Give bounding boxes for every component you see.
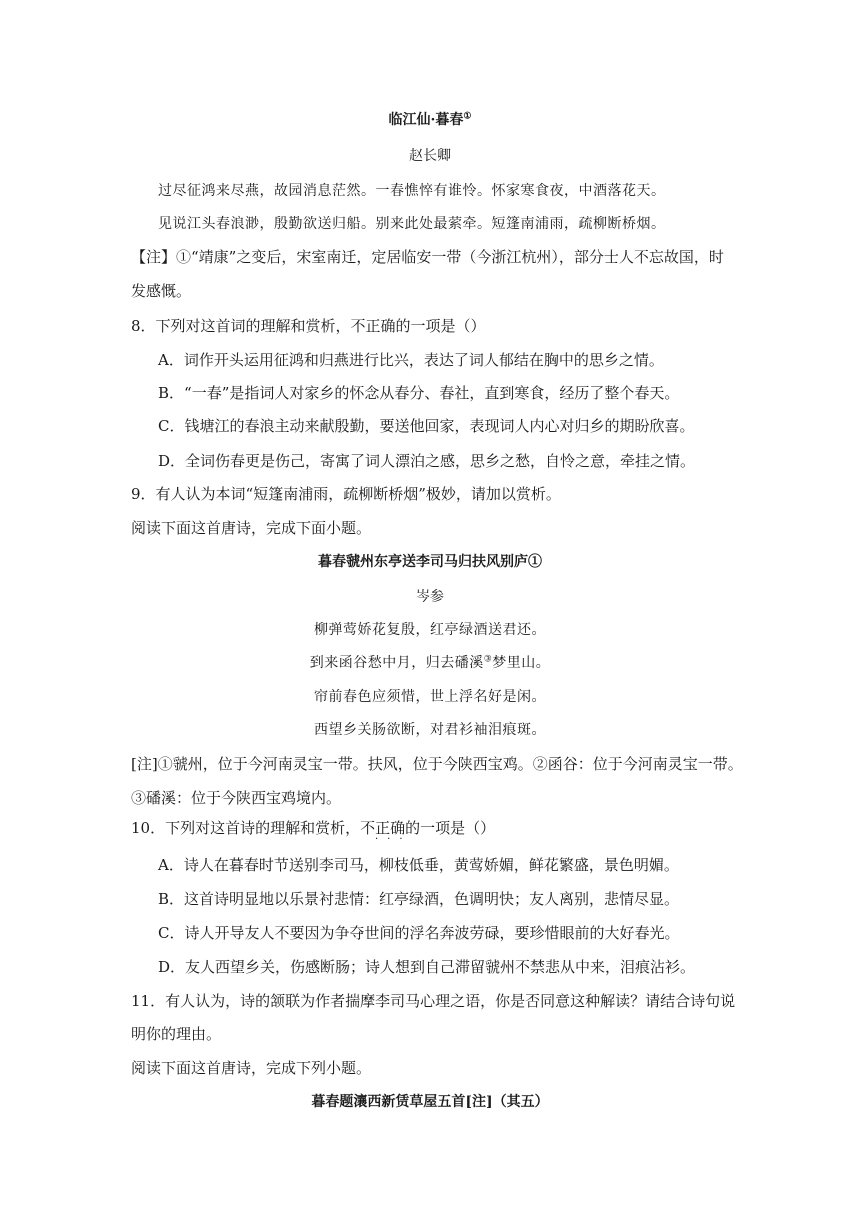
poem1-line: 见说江头春浪渺，殷勤欲送归船。别来此处最萦牵。短篷南浦雨，疏柳断桥烟。 [158, 216, 666, 232]
question-8-stem: 8．下列对这首词的理解和赏析，不正确的一项是（） [131, 317, 486, 335]
poem1-author: 赵长卿 [409, 148, 451, 164]
question-9-stem: 9．有人认为本词“短篷南浦雨，疏柳断桥烟”极妙，请加以赏析。 [131, 485, 561, 503]
emphasis-dots: ··· [375, 834, 412, 845]
poem2-note: [注]①虢州，位于今河南灵宝一带。扶风，位于今陕西宝鸡。②函谷：位于今河南灵宝一带。 [131, 755, 743, 773]
question-10-option-a: A．诗人在暮春时节送别李司马，柳枝低垂，黄莺娇媚，鲜花繁盛，景色明媚。 [158, 856, 679, 874]
question-8-option-b: B．“一春”是指词人对家乡的怀念从春分、春社，直到寒食，经历了整个春天。 [158, 384, 680, 402]
question-8-option-c: C．钱塘江的春浪主动来献殷勤，要送他回家，表现词人内心对归乡的期盼欣喜。 [158, 417, 695, 435]
poem2-line: 帘前春色应须惜，世上浮名好是闲。 [314, 689, 546, 705]
poem2-author: 岑参 [416, 589, 444, 605]
question-8-option-a: A．词作开头运用征鸿和归燕进行比兴，表达了词人郁结在胸中的思乡之情。 [158, 351, 664, 369]
poem2-line: 西望乡关肠欲断，对君衫袖泪痕斑。 [314, 722, 546, 738]
poem1-title: 临江仙·暮春① [388, 111, 472, 128]
poem1-note: 【注】①“靖康”之变后，宋室南迁，定居临安一带（今浙江杭州），部分士人不忘故国，时 [131, 248, 724, 266]
poem2-title: 暮春虢州东亭送李司马归扶风别庐① [318, 554, 542, 570]
question-10-option-b: B．这首诗明显地以乐景衬悲情：红亭绿酒，色调明快；友人离别，悲情尽显。 [158, 890, 680, 908]
poem2-note: ③磻溪：位于今陕西宝鸡境内。 [131, 789, 342, 807]
poem1-line: 过尽征鸿来尽燕，故园消息茫然。一春憔悴有谁怜。怀家寒食夜，中酒落花天。 [158, 183, 666, 199]
poem2-line: 到来函谷愁中月，归去磻溪③梦里山。 [309, 654, 551, 671]
question-11-stem: 11．有人认为，诗的颔联为作者揣摩李司马心理之语，你是否同意这种解读？请结合诗句说 [131, 992, 736, 1010]
reading-intro: 阅读下面这首唐诗，完成下列小题。 [131, 1059, 372, 1077]
poem1-note: 发感慨。 [131, 282, 192, 300]
question-10-option-d: D．友人西望乡关，伤感断肠；诗人想到自己滞留虢州不禁悲从中来，泪痕沾衫。 [158, 958, 696, 976]
poem3-title: 暮春题瀼西新赁草屋五首[注]（其五） [311, 1094, 549, 1110]
reading-intro: 阅读下面这首唐诗，完成下面小题。 [131, 519, 372, 537]
poem2-line: 柳弹莺娇花复殷，红亭绿酒送君还。 [314, 622, 546, 638]
question-10-stem: 10．下列对这首诗的理解和赏析，不正确的一项是（） [131, 819, 496, 837]
question-11-stem: 明你的理由。 [131, 1025, 222, 1043]
question-10-option-c: C．诗人开导友人不要因为争夺世间的浮名奔波劳碌，要珍惜眼前的大好春光。 [158, 924, 680, 942]
question-8-option-d: D．全词伤春更是伤己，寄寓了词人漂泊之感，思乡之愁，自怜之意，牵挂之情。 [158, 452, 696, 470]
